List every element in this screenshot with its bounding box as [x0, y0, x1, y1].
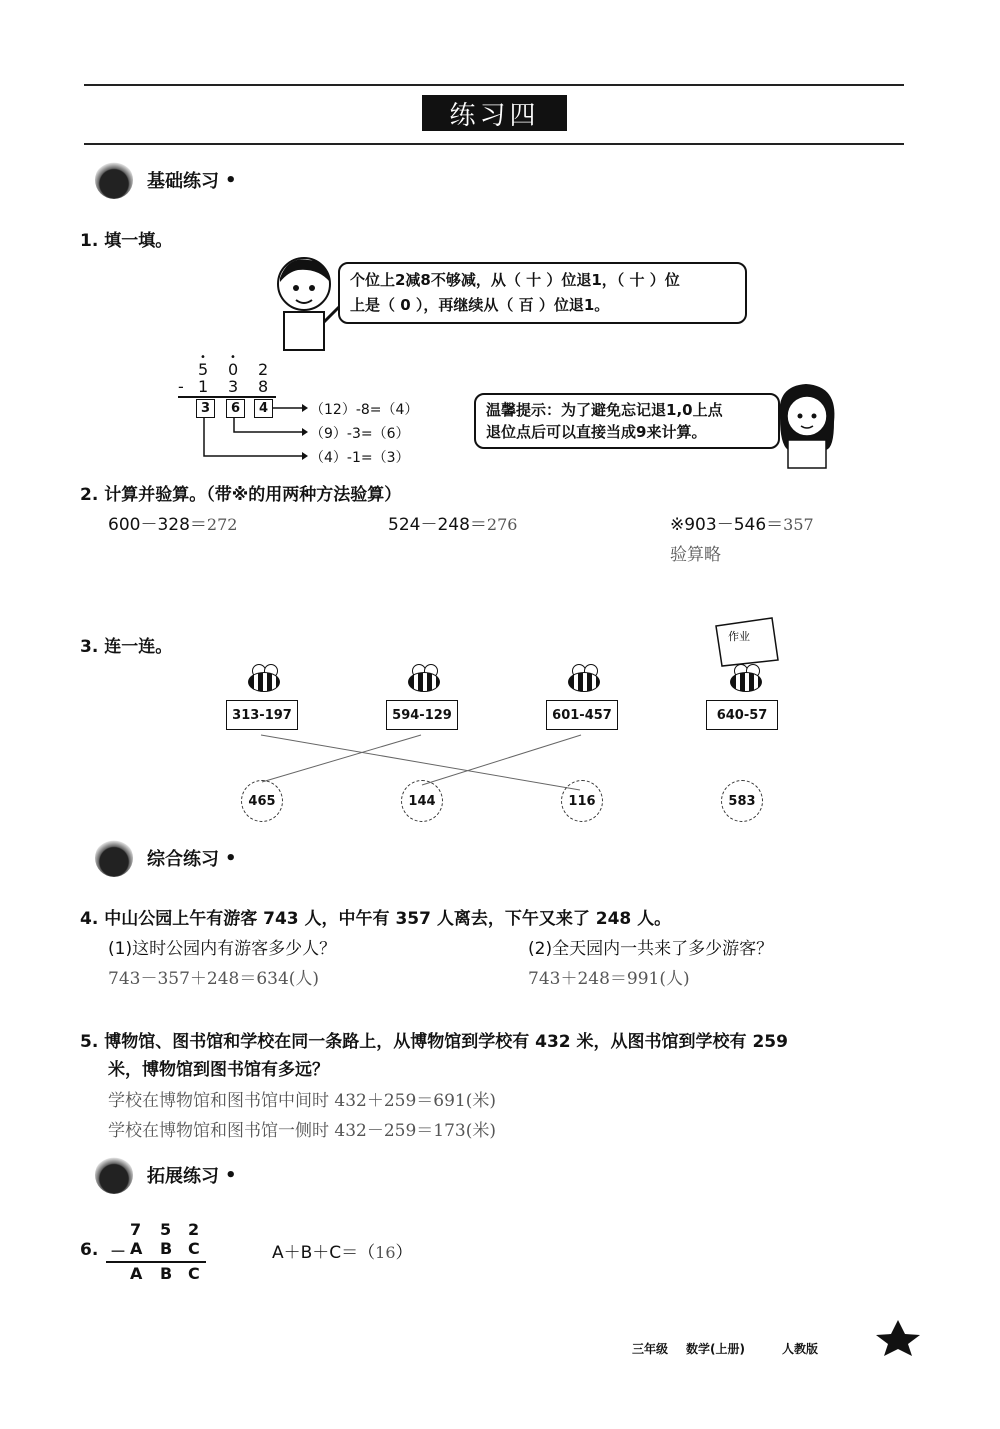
result-sun[interactable]: 465: [241, 780, 283, 822]
q6-number: 6.: [80, 1240, 99, 1260]
q1-tip-line2: 退位点后可以直接当成9来计算。: [486, 423, 707, 441]
q6-mid-letter: B: [160, 1239, 173, 1258]
page-title: 练习四: [422, 95, 567, 131]
footer-grade: 三年级: [632, 1342, 669, 1356]
subtrahend-digit: 1: [198, 377, 209, 396]
minus-sign: -: [178, 377, 184, 396]
minuend-digit: 2: [258, 360, 269, 379]
minuend-digit: 5: [198, 360, 209, 379]
section-dot: •: [225, 169, 237, 191]
q5-answer1: 学校在博物馆和图书馆中间时 432＋259＝691(米): [108, 1091, 497, 1111]
clock-icon: [95, 839, 133, 877]
q2-answer: 357: [783, 515, 814, 534]
q4-sub1-answer: 743－357＋248＝634(人): [108, 969, 320, 989]
borrow-dot: •: [230, 352, 236, 363]
subtrahend-digit: 8: [258, 377, 269, 396]
result-box: 6: [226, 399, 245, 418]
q3-title: 3. 连一连。: [80, 637, 173, 657]
q5-title-line2: 米，博物馆到图书馆有多远？: [108, 1060, 329, 1080]
q2-expression: ※903－546＝: [670, 515, 784, 535]
q6-line: [106, 1261, 206, 1263]
q2-answer: 276: [486, 515, 518, 534]
q2-expression: 600－328＝: [108, 515, 207, 535]
section-dot: •: [225, 1164, 237, 1186]
subtrahend-digit: 3: [228, 377, 239, 396]
q2-title: 2. 计算并验算。（带※的用两种方法验算）: [80, 485, 402, 505]
footer-edition: 人教版: [782, 1342, 819, 1356]
section-comprehensive: [95, 838, 237, 878]
clock-icon: [95, 1156, 133, 1194]
expression-card[interactable]: 640-57: [706, 700, 778, 730]
q6-mid-letter: C: [188, 1239, 200, 1258]
expression-card[interactable]: 594-129: [386, 700, 458, 730]
minuend-digit: 0: [228, 360, 239, 379]
q6-top-digit: 2: [188, 1220, 200, 1239]
q6-mid-letter: A: [130, 1239, 143, 1258]
q5-answer2: 学校在博物馆和图书馆一侧时 432－259＝173(米): [108, 1121, 497, 1141]
q1-tip-line1: 温馨提示：为了避免忘记退1,0上点: [486, 401, 723, 419]
result-box: 4: [254, 399, 273, 418]
footer-star-icon: [868, 1318, 928, 1358]
q6-bottom-letter: C: [188, 1264, 200, 1283]
q6-top-digit: 5: [160, 1220, 172, 1239]
footer-subject: 数学(上册): [686, 1342, 745, 1356]
q4-sub1: (1)这时公园内有游客多少人？: [108, 939, 337, 959]
step-equation: （9）-3=（6）: [310, 426, 410, 442]
q6-question-text: A＋B＋C＝（: [272, 1243, 376, 1263]
section-dot: •: [225, 847, 237, 869]
q6-answer: 16: [375, 1243, 396, 1262]
section-label: 综合练习: [147, 849, 219, 870]
step-equation: （12）-8=（4）: [310, 402, 419, 418]
sign-text: 作业: [728, 630, 750, 643]
q6-minus: －: [110, 1242, 127, 1261]
q4-sub2-answer: 743＋248＝991(人): [528, 969, 690, 989]
q2-verify-note: 验算略: [670, 545, 721, 565]
result-sun[interactable]: 583: [721, 780, 763, 822]
expression-card[interactable]: 601-457: [546, 700, 618, 730]
q5-title-line1: 5. 博物馆、图书馆和学校在同一条路上，从博物馆到学校有 432 米，从图书馆到学校有 259: [80, 1032, 788, 1052]
expression-card[interactable]: 313-197: [226, 700, 298, 730]
result-box: 3: [196, 399, 215, 418]
q6-question: [272, 1238, 413, 1263]
q4-title: 4. 中山公园上午有游客 743 人，中午有 357 人离去，下午又来了 248 人。: [80, 909, 672, 929]
q1-title: 1. 填一填。: [80, 231, 173, 251]
q6-bottom-letter: A: [130, 1264, 143, 1283]
q6-bottom-letter: B: [160, 1264, 173, 1283]
q1-bubble-line1: 个位上2减8不够减，从（ 十 ）位退1，（ 十 ）位: [350, 271, 680, 289]
step-equation: （4）-1=（3）: [310, 450, 410, 466]
section-label: 拓展练习: [147, 1166, 219, 1187]
section-label: 基础练习: [147, 171, 219, 192]
result-sun[interactable]: 116: [561, 780, 603, 822]
section-extension: [95, 1155, 237, 1195]
borrow-dot: •: [200, 352, 206, 363]
q4-sub2: (2)全天园内一共来了多少游客？: [528, 939, 774, 959]
q1-bubble-line2: 上是（ 0 ），再继续从（ 百 ）位退1。: [350, 296, 610, 314]
q6-close: ）: [395, 1243, 413, 1263]
result-sun[interactable]: 144: [401, 780, 443, 822]
q6-top-digit: 7: [130, 1220, 142, 1239]
q2-expression: 524－248＝: [388, 515, 487, 535]
q2-answer: 272: [206, 515, 238, 534]
